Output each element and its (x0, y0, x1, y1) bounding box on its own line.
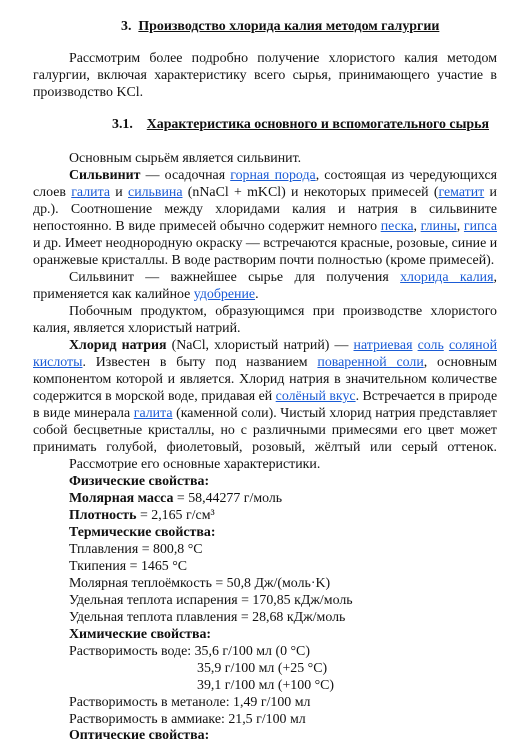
molar-mass-value: = 58,44277 г/моль (173, 491, 283, 506)
link-hematite[interactable]: гематит (438, 185, 485, 200)
thermo-props-title: Термические свойства: (69, 525, 216, 540)
sylvinite-line-4 (33, 218, 497, 235)
link-salt[interactable]: соль (417, 338, 444, 353)
text-span: Сильвинит — важнейшее сырье для получения (69, 270, 401, 285)
solubility-water-100: 39,1 г/100 мл (+100 °C) (197, 678, 335, 693)
text-span: содержится в морской воде, придавая ей (33, 389, 276, 404)
sylvinite-line-2 (33, 184, 497, 201)
link-sodium[interactable]: натриевая (353, 338, 413, 353)
nacl-line-1 (69, 337, 497, 354)
text-span: и (110, 185, 129, 200)
text-span: и (484, 185, 497, 200)
link-table-salt[interactable]: поваренной соли (317, 355, 424, 370)
subsection-number: 3.1. (112, 117, 133, 132)
text-span: — осадочная (140, 168, 231, 183)
density-label: Плотность (69, 508, 137, 523)
sylvinite-line-3: др.). Соотношение между хлоридами калия и натрия в сильвините (33, 202, 497, 217)
link-rock[interactable]: горная порода (230, 168, 316, 183)
intro-line-3: производство KCl. (33, 85, 144, 100)
link-sand[interactable]: песка (380, 219, 414, 234)
link-sylvite[interactable]: сильвина (128, 185, 183, 200)
nacl-line-6: собой бесцветные кристаллы, но с различными примесями его цвет может (33, 423, 497, 438)
sylvinite-line-6: оранжевые кристаллы. В воде растворим почти полностью (кроме примесей). (33, 253, 495, 268)
text-span: . Известен в быту под названием (82, 355, 318, 370)
heat-evaporation: Удельная теплота испарения = 170,85 кДж/моль (69, 593, 353, 608)
nacl-line-3: компонентом которой и является. Хлорид натрия в значительном количестве (33, 372, 497, 387)
text-span: , состоящая из чередующихся (315, 168, 497, 183)
nacl-line-8: Рассмотрие его основные характеристики. (69, 457, 321, 472)
link-halite[interactable]: галита (71, 185, 110, 200)
link-gypsum[interactable]: гипса (463, 219, 497, 234)
text-span: в виде минерала (33, 406, 134, 421)
link-salty-taste[interactable]: солёный вкус (275, 389, 356, 404)
paragraph-main-raw: Основным сырьём является сильвинит. (69, 151, 302, 166)
molar-mass (69, 490, 282, 507)
link-fertilizer[interactable]: удобрение (193, 287, 256, 302)
sylvinite-line-5: и др. Имеет неоднородную окраску — встречаются красные, розовые, синие и (33, 236, 498, 251)
solubility-water-25: 35,9 г/100 мл (+25 °C) (197, 661, 328, 676)
byproduct-line-1: Побочным продуктом, образующимся при производстве хлористого (69, 304, 497, 319)
solubility-ammonia: Растворимость в аммиаке: 21,5 г/100 мл (69, 712, 306, 727)
nacl-line-2 (33, 354, 497, 371)
chem-props-title: Химические свойства: (69, 627, 212, 642)
molar-mass-label: Молярная масса (69, 491, 174, 506)
nacl-term: Хлорид натрия (69, 338, 167, 353)
text-span: . (255, 287, 259, 302)
subsection-heading (112, 116, 489, 133)
link-halite-2[interactable]: галита (133, 406, 173, 421)
text-span: применяется как калийное (33, 287, 194, 302)
text-span: , (456, 219, 464, 234)
nacl-line-5 (33, 405, 497, 422)
section-heading (121, 18, 439, 35)
link-potassium-chloride[interactable]: хлорида калия (400, 270, 494, 285)
text-span: (каменной соли). Чистый хлорид натрия представляет (172, 406, 498, 421)
subsection-title: Характеристика основного и вспомогательного сырья (146, 117, 490, 132)
nacl-line-4 (33, 388, 497, 405)
intro-line-2: галургии, включая характеристику всего сырья, принимающего участие в (33, 68, 497, 83)
text-span: (NaCl, хлористый натрий) — (166, 338, 354, 353)
text-span: слоев (33, 185, 72, 200)
sylvinite-term: Сильвинит (69, 168, 141, 183)
section-number: 3. (121, 19, 132, 34)
sylvinite-usage-line-2 (33, 286, 259, 303)
text-span: . Встречается в природе (355, 389, 498, 404)
optical-props-title: Оптические свойства: (69, 728, 210, 743)
melting-point: Тплавления = 800,8 °C (69, 542, 203, 557)
density (69, 507, 215, 524)
boiling-point: Ткипения = 1465 °C (69, 559, 188, 574)
nacl-line-7: принимать голубой, фиолетовый, розовый, жёлтый или серый оттенок. (33, 440, 497, 455)
byproduct-line-2: калия, является хлористый натрий. (33, 321, 241, 336)
text-span: непостоянно. В виде примесей обычно содержит немного (33, 219, 381, 234)
solubility-methanol: Растворимость в метаноле: 1,49 г/100 мл (69, 695, 311, 710)
link-clay[interactable]: глины (420, 219, 457, 234)
link-acid[interactable]: кислоты (33, 355, 83, 370)
sylvinite-line-1 (69, 167, 497, 184)
phys-props-title: Физические свойства: (69, 474, 210, 489)
link-hydrochloric[interactable]: соляной (448, 338, 497, 353)
text-span: , основным (423, 355, 497, 370)
solubility-water-0: Растворимость воде: 35,6 г/100 мл (0 °C) (69, 644, 310, 659)
density-value: = 2,165 г/см³ (136, 508, 215, 523)
heat-capacity: Молярная теплоёмкость = 50,8 Дж/(моль·K) (69, 576, 331, 591)
sylvinite-usage-line-1 (69, 269, 497, 286)
heat-fusion: Удельная теплота плавления = 28,68 кДж/моль (69, 610, 346, 625)
text-span: , (493, 270, 497, 285)
section-title: Производство хлорида калия методом галургии (138, 19, 440, 34)
text-span: , (413, 219, 421, 234)
intro-line-1: Рассмотрим более подробно получение хлористого калия методом (69, 51, 497, 66)
text-span: (nNaCl + mKCl) и некоторых примесей ( (182, 185, 439, 200)
